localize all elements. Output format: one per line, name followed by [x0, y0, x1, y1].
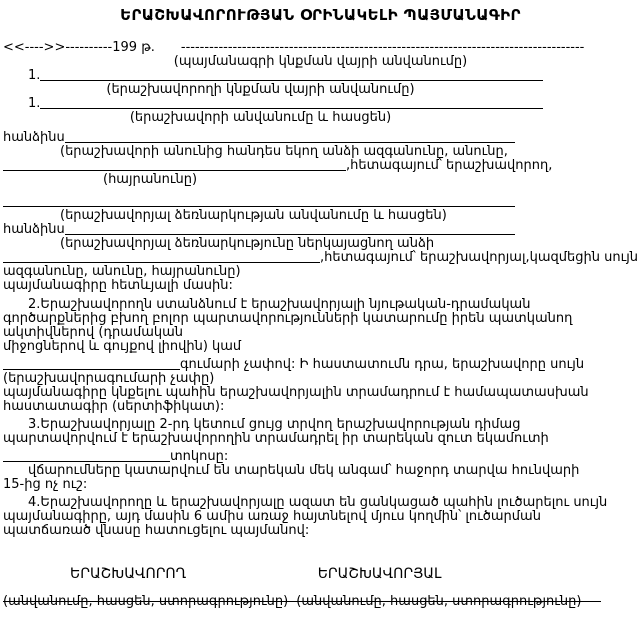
- paragraph-2-after-blank: գումարի չափով: Ի հաստատումն դրա, երաշխավորը սույն: [180, 357, 585, 372]
- caption-enterprise: (երաշխավորյալ ձեռնարկության անվանումը և հասցեն): [60, 208, 447, 223]
- hereafter-guaranteed-label: ,հետագայում՝ երաշխավորյալ,կազմեցին սույն: [320, 250, 638, 265]
- signature-captions-row: [3, 595, 638, 609]
- place-dashed-blank: --------------------------------------------------------------------------------------: [180, 41, 585, 55]
- caption-representative-cont: ազգանունը, անունը, հայրանունը): [3, 264, 241, 279]
- blank-line: [65, 131, 515, 143]
- amount-blank-row: [3, 358, 638, 372]
- blank-line: [65, 223, 515, 235]
- paragraph-2-line-7: հաստատագիր (սերտիֆիկատ):: [3, 399, 225, 414]
- blank-line: [3, 450, 170, 462]
- hereafter-guarantor-label: ,հետագայում՝ երաշխավորող,: [346, 158, 553, 173]
- item-number: 1.: [28, 96, 41, 111]
- paragraph-3-line-2: պարտավորվում է երաշխավորողին տրամադրել իր տարեկան զուտ եկամուտի: [3, 431, 549, 446]
- guaranteed-rep-blank-row: [3, 251, 638, 265]
- caption-guarantor-name: (երաշխավորի անվանումը և հասցեն): [129, 110, 392, 125]
- signature-caption-guarantor: (անվանումը, հասցեն, ստորագրությունը): [3, 594, 289, 609]
- paragraph-3-line-4: 15-ից ոչ ուշ:: [3, 477, 88, 492]
- paragraph-2-line-3: ակտիվներով (դրամական: [3, 325, 184, 340]
- blank-line: [3, 159, 346, 171]
- caption-patronymic: (հայրանունը): [103, 172, 198, 187]
- paragraph-2-line-6: պայմանագիրը կնքելու պահին երաշխավորյալին տրամադրում է համապատասխան: [3, 385, 589, 400]
- blank-line: [3, 358, 180, 370]
- paragraph-3-line-1: 3.Երաշխավորյալը 2-րդ կետում ցույց տրվող երաշխավորության դիմաց: [28, 417, 521, 432]
- in-person-row-guarantor: [3, 131, 515, 145]
- signature-header-guaranteed: ԵՐԱՇԽԱՎՈՐՅԱԼ: [317, 566, 442, 582]
- signature-header-guarantor: ԵՐԱՇԽԱՎՈՐՈՂ: [70, 566, 187, 582]
- percent-blank-row: [3, 450, 638, 464]
- item-1-guarantor-place-blank: [3, 69, 543, 83]
- signature-caption-guaranteed: (անվանումը, հասցեն, ստորագրությունը): [296, 594, 582, 609]
- date-line: [3, 41, 638, 55]
- in-person-row-guaranteed: [3, 223, 515, 237]
- caption-representative-guarantor: (երաշխավորի անունից հանդես եկող անձի ազգանունը, անունը,: [60, 144, 508, 159]
- caption-guarantor-place: (երաշխավորողի կնքման վայրի անվանումը): [106, 82, 415, 97]
- percent-label: տոկոսը:: [170, 449, 229, 464]
- blank-line: [3, 195, 515, 207]
- caption-amount: (երաշխավորագումարի չափը): [3, 371, 215, 386]
- blank-line: [40, 69, 543, 81]
- date-blank: <<---->>----------199 թ.: [3, 40, 155, 55]
- paragraph-3-line-3: վճարումները կատարվում են տարեկան մեկ անգամ՝ հաջորդ տարվա հունվարի: [28, 463, 580, 478]
- caption-contract-place: (պայմանագրի կնքման վայրի անվանումը): [173, 54, 468, 69]
- paragraph-4-line-2: պայմանագիրը, այդ մասին 6 ամիս առաջ հայտնելով մյուս կողմին՝ լուծարման: [3, 509, 541, 524]
- enterprise-blank-row: [3, 195, 638, 209]
- intro-end-line: պայմանագիրը հետևյալի մասին:: [3, 278, 233, 293]
- blank-line: [3, 251, 320, 263]
- paragraph-2-line-4: միջոցներով և գույքով լիովին) կամ: [3, 339, 242, 354]
- blank-line: [40, 97, 543, 109]
- document-title: ԵՐԱՇԽԱՎՈՐՈՒԹՅԱՆ ՕՐԻՆԱԿԵԼԻ ՊԱՅՄԱՆԱԳԻՐ: [120, 6, 521, 24]
- in-person-label: հանձինս: [3, 222, 65, 237]
- item-1-guarantor-name-blank: [3, 97, 543, 111]
- paragraph-4-line-3: պատճառած վնասը հատուցելու պայմանով:: [3, 523, 310, 538]
- item-number: 1.: [28, 68, 41, 83]
- paragraph-2-line-1: 2.Երաշխավորողն ստանձնում է երաշխավորյալի նյութական-դրամական: [28, 297, 531, 312]
- caption-representative-guaranteed: (երաշխավորյալ ձեռնարկությունը ներկայացնող անձի: [60, 236, 435, 251]
- patronymic-blank-row: [3, 159, 638, 173]
- in-person-label: հանձինս: [3, 130, 65, 145]
- paragraph-4-line-1: 4.Երաշխավորողը և երաշխավորյալը ազատ են ցանկացած պահին լուծարելու սույն: [28, 495, 608, 510]
- paragraph-2-line-2: գործարքներից բխող բոլոր պարտավորությունների կատարումը իրեն պատկանող: [3, 311, 573, 326]
- signature-headers-row: [3, 566, 638, 582]
